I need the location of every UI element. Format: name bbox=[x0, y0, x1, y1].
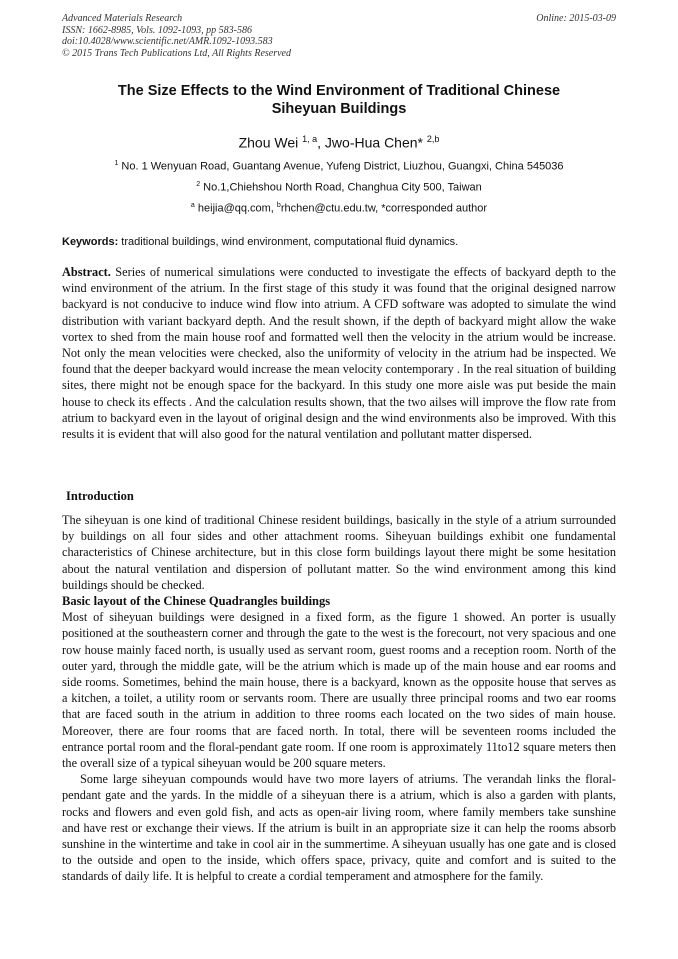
journal-header bbox=[62, 13, 616, 59]
journal-name: Advanced Materials Research bbox=[62, 13, 183, 24]
title-line-2: Siheyuan Buildings bbox=[271, 101, 407, 117]
author-line bbox=[62, 131, 616, 152]
email-b-marker: b bbox=[276, 202, 281, 209]
abstract-label: Abstract. bbox=[62, 265, 111, 279]
abstract-text: Series of numerical simulations were conducted to investigate the effects of backyard depth to the wind environment of the atrium. In the first stage of this study it was found that the original designed narrow backyard is not conducive to induce wind flow into atrium. A CFD software was adopted to simulate the wind distribution with variant backyard depth. And the result shown, if the depth of backyard might allow the wake vortex to shed from the main house roof and formatted well then the velocity in the atrium would be increase. Not only the mean velocities were checked, also the uniformity of velocity in the atrium had be inspected. We found that the deeper backyard would increase the mean velocity contemporary . In the real situation of building sites, there might not be enough space for the backyard. In this study one more aisle was put beside the main house to check its effects . And the calculation results shown, that the two ailses will improve the flow rate from atrium to backyard even in the layout of original design and the wind environments also be improved. With this results it is evident that will also good for the natural ventilation and pollutant matter dispersed. bbox=[62, 265, 616, 442]
online-date: Online: 2015-03-09 bbox=[536, 13, 616, 24]
introduction-paragraph: The siheyuan is one kind of traditional Chinese resident buildings, basically in the style of a atrium surrounded by buildings on all four sides and other attachment rooms. Siheyuan buildings exhibit one fundamental characteristics of Chinese architecture, but in this close form buildings layout there might be some hesitation about the natural ventilation and dispersion of pollutant matter. So the wind environment among this kind buildings should be checked. bbox=[62, 513, 616, 592]
affiliation-2-marker: 2 bbox=[196, 181, 201, 188]
affiliation-2-text: No.1,Chiehshou North Road, Changhua City 500, Taiwan bbox=[200, 181, 482, 194]
author-2-name: , Jwo-Hua Chen* bbox=[317, 134, 427, 151]
introduction-heading: Introduction bbox=[66, 489, 134, 503]
basic-layout-paragraph-1: Most of siheyuan buildings were designed in a fixed form, as the figure 1 showed. An porter is usually positioned at the southeastern corner and through the gate to the west is the forecourt, not very spacious and one row house mainly faced north, is usually used as servant room, guest rooms and a reception room. North of the outer yard, through the middle gate, will be the atrium which is made up of the main house and ear rooms and side rooms. Sometimes, behind the main house, there is a backyard, known as the opposite house that serves as a kitchen, a toilet, a utility room or servants room. There are usually three principal rooms and two ear rooms that are faced south in the atrium in addition to three rooms each located on the two sides of main house. Moreover, there are four rooms that are faced north. In total, there will be seventeen rooms included the entrance portal room and the floral-pendant gate room. If one room is approximately 11to12 square meters then the overall size of a typical siheyuan would be 200 square meters. bbox=[62, 610, 616, 771]
author-2-affiliation-marker: 2,b bbox=[426, 134, 440, 144]
basic-layout-heading: Basic layout of the Chinese Quadrangles buildings bbox=[62, 594, 331, 609]
main-body bbox=[62, 512, 616, 885]
affiliation-1 bbox=[40, 157, 638, 174]
copyright-line: © 2015 Trans Tech Publications Ltd, All Rights Reserved bbox=[62, 47, 291, 59]
email-line bbox=[40, 199, 638, 216]
email-b[interactable]: rhchen@ctu.edu.tw, *corresponded author bbox=[280, 202, 488, 215]
author-1-name: Zhou Wei bbox=[238, 134, 303, 151]
author-1-affiliation-marker: 1, a bbox=[302, 134, 318, 144]
basic-layout-paragraph-2: Some large siheyuan compounds would have two more layers of atriums. The verandah links the floral-pendant gate and the yards. In the middle of a siheyuan there is a atrium, which is also a garden with plants, rocks and flowers and even gold fish, and acts as open-air living room, where family members take sunshine and have rest or exchange their views. If the atrium is built in an appropriate size it can help the rooms absorb sunshine in the wintertime and take in cool air in the summertime. A siheyuan usually has one gate and is closed to the outside and open to the inside, which offers space, privacy, quite and comfort and is suited to the standards of daily life. It is helpful to create a cordial temperament and atmosphere for the family. bbox=[62, 772, 616, 884]
email-a-marker: a bbox=[190, 202, 195, 209]
title-line-1: The Size Effects to the Wind Environment of Traditional Chinese bbox=[117, 83, 561, 99]
issn-line: ISSN: 1662-8985, Vols. 1092-1093, pp 583-586 bbox=[62, 24, 252, 36]
keywords bbox=[62, 235, 616, 249]
email-a[interactable]: heijia@qq.com, bbox=[194, 202, 277, 215]
abstract bbox=[62, 264, 616, 442]
keywords-text: traditional buildings, wind environment, computational fluid dynamics. bbox=[118, 236, 459, 248]
doi-line[interactable]: doi:10.4028/www.scientific.net/AMR.1092-1093.583 bbox=[62, 36, 273, 47]
affiliation-1-text: No. 1 Wenyuan Road, Guantang Avenue, Yufeng District, Liuzhou, Guangxi, China 545036 bbox=[118, 160, 564, 173]
affiliation-2 bbox=[40, 178, 638, 195]
keywords-label: Keywords: bbox=[62, 236, 119, 248]
paper-title bbox=[62, 82, 616, 118]
affiliation-1-marker: 1 bbox=[114, 160, 119, 167]
